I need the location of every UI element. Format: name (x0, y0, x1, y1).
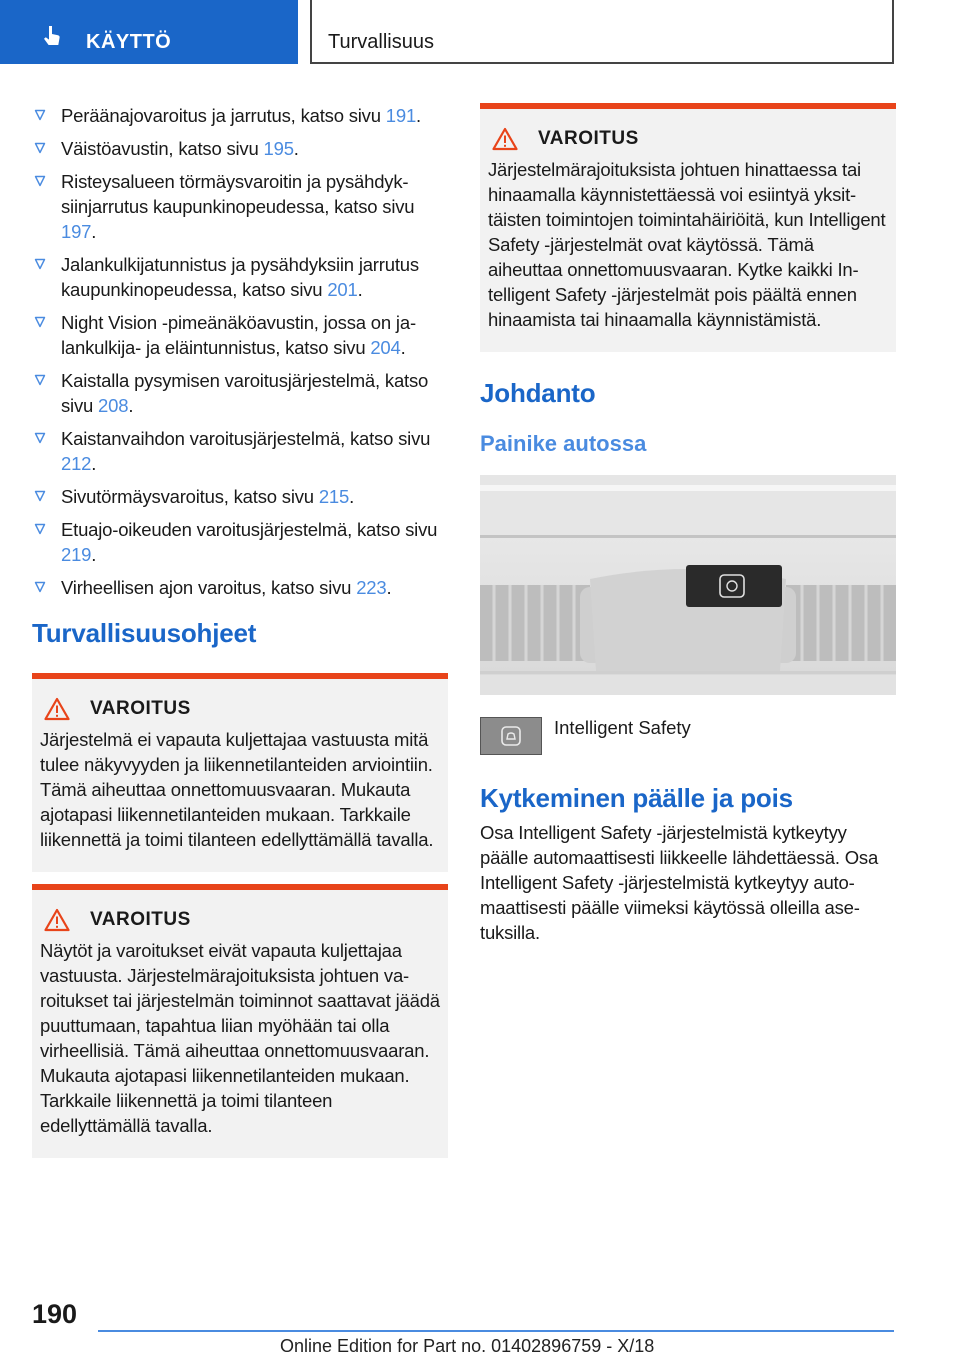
intelligent-safety-button-icon (480, 717, 542, 755)
page-link[interactable]: 204 (370, 337, 401, 358)
reference-list (32, 103, 448, 600)
page-link[interactable]: 195 (263, 138, 294, 159)
dashboard-photo (480, 475, 896, 695)
reference-text: Peräänajovaroitus ja jarrutus, katso sivu (61, 105, 386, 126)
reference-text: Kaistalla pysymisen varoitusjärjestelmä, katso sivu (61, 370, 429, 416)
reference-end: . (357, 279, 363, 300)
triangle-bullet-icon (34, 374, 46, 386)
reference-item (32, 169, 448, 244)
section-title: Turvallisuus (328, 31, 434, 53)
switch-heading: Kytkeminen päälle ja pois (480, 783, 793, 813)
triangle-bullet-icon (34, 581, 46, 593)
right-column (480, 103, 896, 945)
caption-row (480, 717, 896, 755)
reference-item (32, 368, 448, 418)
reference-end: . (293, 138, 299, 159)
page-link[interactable]: 215 (318, 486, 350, 507)
page-number: 190 (32, 1299, 78, 1329)
switch-body-text: Osa Intelligent Safety -järjestelmistä kytkeytyy päälle automaattisesti liikkeelle lähdettäessä. Osa Intelligent Safety -järjestelmistä kytkeytyy automaattisesti päälle viimeksi käytössä olleilla asetuksilla. (480, 822, 879, 943)
button-caption: Intelligent Safety (554, 717, 691, 738)
reference-text: Virheellisen ajon varoitus, katso sivu (61, 577, 357, 598)
triangle-bullet-icon (34, 523, 46, 535)
footer-edition-text: Online Edition for Part no. 01402896759 - X/18 (280, 1336, 655, 1356)
triangle-bullet-icon (34, 175, 46, 187)
reference-end: . (128, 395, 134, 416)
triangle-bullet-icon (34, 432, 46, 444)
warning-title: VAROITUS (90, 909, 191, 930)
triangle-bullet-icon (34, 142, 46, 154)
reference-end: . (91, 544, 97, 565)
warning-text: Järjestelmärajoituksista johtuen hinattaessa tai hinaamalla käynnistettäessä voi esiintyä yksittäisten toimintojen toimintahäiriöitä, kun Intelligent Safety -järjestelmät ovat käytössä. Tämä aiheuttaa onnettomuusvaaran. Kytke kaikki Intelligent Safety -järjestelmät pois päältä ennen hinaamista tai hinaamalla käynnistämistä. (488, 159, 886, 330)
left-column (32, 103, 448, 1158)
reference-end: . (91, 453, 97, 474)
reference-end: . (416, 105, 421, 126)
page-link[interactable]: 197 (61, 221, 92, 242)
reference-end: . (400, 337, 406, 358)
triangle-bullet-icon (34, 316, 46, 328)
intro-heading: Johdanto (480, 378, 596, 408)
warning-triangle-icon (44, 908, 70, 932)
triangle-bullet-icon (34, 109, 46, 121)
dashboard-illustration (480, 475, 896, 695)
warning-title: VAROITUS (538, 128, 639, 149)
reference-text: Risteysalueen törmäysvaroitin ja pysähdyksiinjarrutus kaupunkinopeudessa, katso sivu (61, 171, 415, 217)
warning-triangle-icon (44, 697, 70, 721)
reference-item (32, 426, 448, 476)
hand-pointer-icon (40, 24, 64, 48)
warning-title: VAROITUS (90, 698, 191, 719)
warning-box (32, 673, 448, 872)
page-link[interactable]: 223 (356, 577, 387, 598)
reference-end: . (386, 577, 392, 598)
page-link[interactable]: 219 (61, 544, 92, 565)
page-link[interactable]: 201 (327, 279, 358, 300)
reference-item (32, 103, 448, 128)
warning-box (32, 884, 448, 1158)
reference-text: Night Vision -pimeänäköavustin, jossa on jalankulkija- ja eläintunnistus, katso sivu (61, 312, 417, 358)
page-link[interactable]: 191 (385, 105, 417, 126)
warning-triangle-icon (492, 127, 518, 151)
triangle-bullet-icon (34, 258, 46, 270)
triangle-bullet-icon (34, 490, 46, 502)
section-header (310, 0, 894, 64)
reference-item (32, 310, 448, 360)
page-link[interactable]: 212 (61, 453, 92, 474)
reference-end: . (91, 221, 97, 242)
reference-text: Sivutörmäysvaroitus, katso sivu (61, 486, 319, 507)
reference-text: Jalankulkijatunnistus ja pysähdyksiin jarrutus kaupunkinopeudessa, katso sivu (61, 254, 419, 300)
reference-item (32, 252, 448, 302)
reference-item (32, 517, 448, 567)
chapter-tab[interactable] (0, 0, 298, 64)
warning-box (480, 103, 896, 352)
reference-text: Etuajo-oikeuden varoitusjärjestelmä, katso sivu (61, 519, 438, 540)
warning-text: Järjestelmä ei vapauta kuljettajaa vastuusta mitä tulee näkyvyyden ja liikennetilanteiden arviointiin. Tämä aiheuttaa onnettomuusvaaran. Mukauta ajotapasi liikennetilanteiden mukaan. Tarkkaile liikennettä ja toimi tilanteen edellyttämällä tavalla. (40, 729, 434, 850)
reference-end: . (349, 486, 355, 507)
reference-item (32, 484, 448, 509)
reference-text: Väistöavustin, katso sivu (61, 138, 264, 159)
footer-divider (98, 1330, 894, 1332)
reference-item (32, 575, 448, 600)
safety-heading: Turvallisuusohjeet (32, 618, 257, 648)
reference-item (32, 136, 448, 161)
button-heading: Painike autossa (480, 431, 647, 456)
reference-text: Kaistanvaihdon varoitusjärjestelmä, katso sivu (61, 428, 431, 449)
page-link[interactable]: 208 (98, 395, 129, 416)
chapter-label: KÄYTTÖ (86, 31, 172, 53)
warning-text: Näytöt ja varoitukset eivät vapauta kuljettajaa vastuusta. Järjestelmärajoituksista johtuen varoitukset tai järjestelmän toiminnot saattavat jäädä puuttumaan, tapahtua liian myöhään tai olla virheellisiä. Tämä aiheuttaa onnettomuusvaaran. Mukauta ajotapasi liikennetilanteiden mukaan. Tarkkaile liikennettä ja toimi tilanteen edellyttämällä tavalla. (40, 940, 440, 1136)
